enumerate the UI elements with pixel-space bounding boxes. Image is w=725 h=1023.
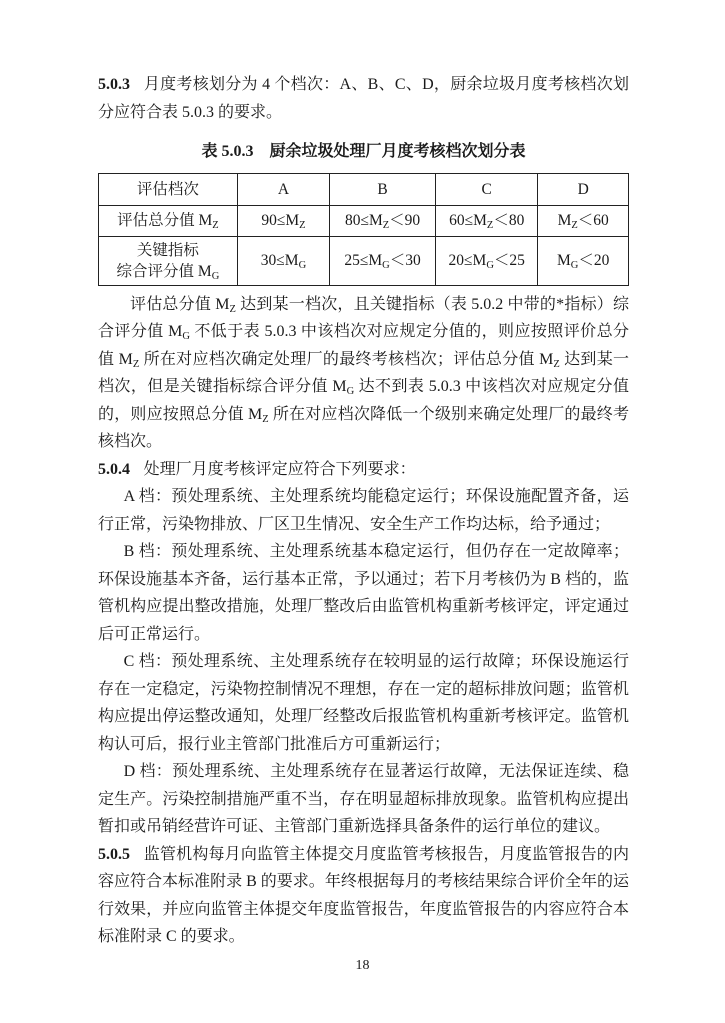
table-cell: 评估档次	[99, 173, 238, 205]
table-cell: $30\le M_G$	[237, 236, 329, 285]
table-cell: $60\le M_Z<80$	[436, 205, 538, 236]
table-cell: B	[330, 173, 436, 205]
section-5-0-3	[98, 71, 629, 126]
section-text: 监管机构每月向监管主体提交月度监管考核报告，月度监管报告的内容应符合本标准附录 B 的要求。年终根据每月的考核结果综合评价全年的运行效果，并应向监管主体提交年度监管报告，年度监管报告的内容应符合本标准附录 C 的要求。	[98, 845, 629, 945]
table-cell: $80\le M_Z<90$	[330, 205, 436, 236]
table-cell: A	[237, 173, 329, 205]
table-row	[99, 205, 629, 236]
table-cell: $M_Z<60$	[538, 205, 629, 236]
table-cell: $90\le M_Z$	[237, 205, 329, 236]
table-caption: 表 5.0.3 厨余垃圾处理厂月度考核档次划分表	[201, 143, 526, 160]
table-cell: $M_G<20$	[538, 236, 629, 285]
table-row	[99, 236, 629, 285]
section-number: 5.0.5	[98, 845, 130, 863]
paragraph-grade-b: B 档：预处理系统、主处理系统基本稳定运行，但仍存在一定故障率；环保设施基本齐备，运行基本正常，予以通过；若下月考核仍为 B 档的，监管机构应提出整改措施，处理厂整改后由监管机构重新考核评定，评定通过后可正常运行。	[98, 543, 629, 643]
table-cell: C	[436, 173, 538, 205]
section-5-0-4	[98, 456, 629, 484]
section-number: 5.0.3	[98, 76, 130, 93]
section-5-0-5	[98, 841, 629, 951]
table-cell: 关键指标 综合评分值 $M_G$	[99, 236, 238, 285]
section-number: 5.0.4	[98, 460, 130, 478]
page-number: 18	[355, 958, 370, 973]
table-cell: $25\le M_G<30$	[330, 236, 436, 285]
table-wrapper	[98, 173, 629, 286]
monthly-grade-table	[98, 173, 629, 286]
paragraph-grade-c: C 档：预处理系统、主处理系统存在较明显的运行故障；环保设施运行存在一定稳定，污染物控制情况不理想，存在一定的超标排放问题；监管机构应提出停运整改通知，处理厂经整改后报监管机构重新考核评定。监管机构认可后，报行业主管部门批准后方可重新运行；	[98, 653, 629, 753]
page-content	[98, 71, 629, 951]
table-cell: $20\le M_G<25$	[436, 236, 538, 285]
table-cell: 评估总分值 $M_Z$	[99, 205, 238, 236]
table-header-row	[99, 173, 629, 205]
paragraph-grade-a: A 档：预处理系统、主处理系统均能稳定运行；环保设施配置齐备，运行正常，污染物排放、厂区卫生情况、安全生产工作均达标，给予通过；	[98, 488, 629, 533]
paragraph-rating-rule: 评估总分值 $M_Z$ 达到某一档次，且关键指标（表 5.0.2 中带的*指标）综合评分值 $M_G$ 不低于表 5.0.3 中该档次对应规定分值的，则应按照评价总分值 $M_Z$ 所在对应档次确定处理厂的最终考核档次；评估总分值 $M_Z$ 达到某一档次，但是关键指标综合评分值 $M_G$ 达不到表 5.0.3 中该档次对应规定分值的，则应按照总分值 $M_Z$ 所在对应档次降低一个级别来确定处理厂的最终考核档次。	[98, 295, 629, 450]
section-text: 月度考核划分为 4 个档次：A、B、C、D，厨余垃圾月度考核档次划分应符合表 5.0.3 的要求。	[98, 76, 629, 121]
paragraph-grade-d: D 档：预处理系统、主处理系统存在显著运行故障，无法保证连续、稳定生产。污染控制措施严重不当，存在明显超标排放现象。监管机构应提出暂扣或吊销经营许可证、主管部门重新选择具备条件的运行单位的建议。	[98, 763, 629, 835]
table-cell: D	[538, 173, 629, 205]
section-text: 处理厂月度考核评定应符合下列要求：	[143, 460, 416, 478]
